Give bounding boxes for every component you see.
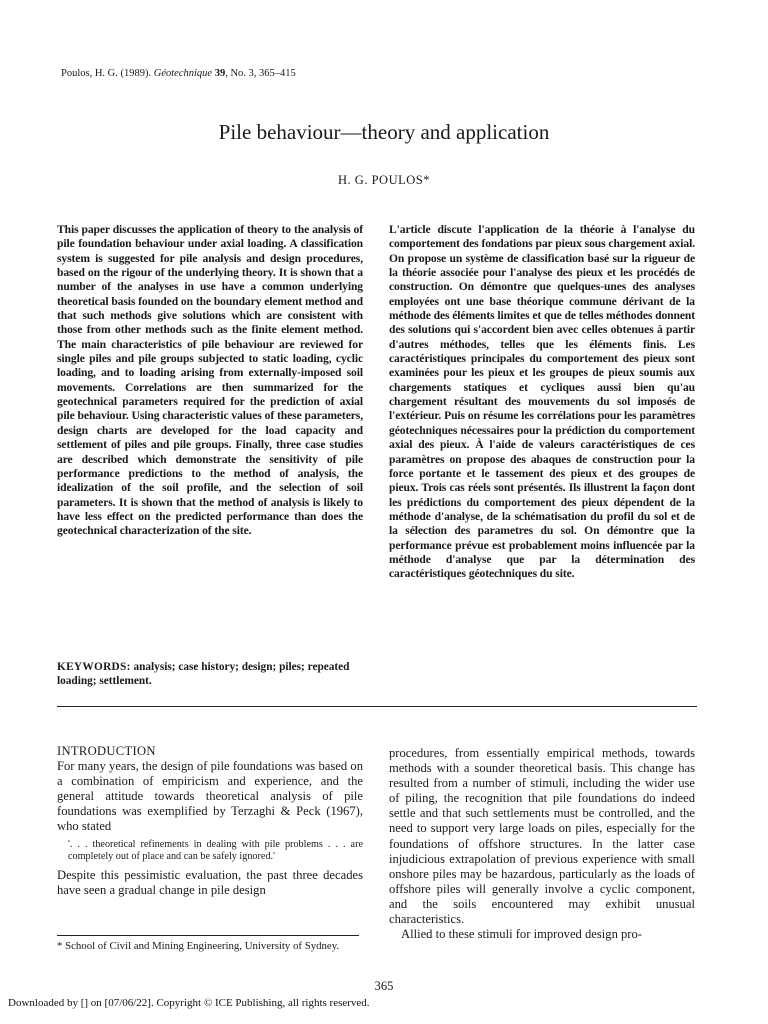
body-column-right	[389, 746, 695, 942]
abstract-french: L'article discute l'application de la théorie à l'analyse du comportement des fondations par pieux sous chargement axial. On propose un système de classification basé sur la rigueur de la théorie associée pour l'analyse des pieux et les procédés de construction. On démontre que quelques-unes des analyses employées ont une base théorique commune dérivant de la méthode des éléments limites et que de telles méthodes donnent des solutions qui s'accordent bien avec celles obtenues à partir d'autres méthodes, telles que les éléments finis. Les caractéristiques principales du comportement des pieux sont examinées pour les pieux et les groupes de pieux soumis aux chargements statiques et cycliques aussi bien qu'au chargement résultant des mouvements du sol imposés de l'extérieur. Puis on résume les corrélations pour les paramètres géotechniques nécessaires pour la prédiction du comportement axial des pieux. À l'aide de valeurs caractéristiques de ces paramètres on propose des abaques de construction pour la force portante et le tassement des pieux et des groupes de pieux. Trois cas réels sont présentés. Ils illustrent la façon dont les prédictions du comportement des pieux dépendent de la méthode d'analyse, de la schématisation du profil du sol et de la sélection des parametres du sol. On démontre que la performance prévue est probablement moins influencée par la méthode d'analyse que par la détermination des caractéristiques géotechniques du site.	[389, 223, 695, 581]
body-column-left	[57, 744, 363, 899]
volume-number: 39	[212, 68, 226, 79]
section-heading: INTRODUCTION	[57, 744, 156, 758]
author-name: H. G. POULOS*	[338, 173, 430, 187]
keywords-text: analysis; case history; design; piles; repeated loading; settlement.	[57, 661, 350, 688]
paper-title: Pile behaviour—theory and application	[218, 120, 550, 144]
intro-paragraph-1: For many years, the design of pile foundations was based on a combination of empiricism and experience, and the general attitude towards theoretical analysis of pile foundations was exemplified by Terzaghi & Peck (1967), who stated	[57, 759, 363, 834]
citation-prefix: Poulos, H. G. (1989).	[61, 68, 154, 79]
intro-paragraph-2: Despite this pessimistic evaluation, the past three decades have seen a gradual change in pile design	[57, 868, 363, 898]
page-number: 365	[374, 979, 394, 993]
keywords-label: KEYWORDS:	[57, 661, 131, 673]
keywords	[57, 660, 363, 688]
author-footnote: * School of Civil and Mining Engineering, University of Sydney.	[57, 940, 340, 952]
citation-line	[61, 68, 296, 79]
block-quote: '. . . theoretical refinements in dealing with pile problems . . . are completely out of place and can be safely ignored.'	[68, 838, 363, 862]
footnote-divider	[57, 935, 359, 936]
journal-name: Géotechnique	[153, 68, 213, 79]
section-divider	[57, 706, 697, 707]
abstract-english: This paper discusses the application of theory to the analysis of pile foundation behaviour under axial loading. A classification system is suggested for pile analysis and design procedures, based on the rigour of the underlying theory. It is shown that a number of the analyses in use have a common underlying theoretical basis founded on the boundary element method and that such methods give solutions which are consistent with those from other methods such as the finite element method. The main characteristics of pile behaviour are reviewed for single piles and pile groups subjected to static loading, cyclic loading, and to loading arising from externally-imposed soil movements. Correlations are then summarized for the geotechnical parameters required for the prediction of axial pile behaviour. Using characteristic values of these parameters, design charts are developed for the load capacity and settlement of piles and pile groups. Finally, three case studies are described which demonstrate the sensitivity of pile performance predictions to the method of analysis, the idealization of the soil profile, and the selection of soil parameters. It is shown that the method of analysis is likely to have less effect on the predicted performance than does the geotechnical characterization of the site.	[57, 223, 363, 538]
citation-rest: , No. 3, 365–415	[225, 68, 296, 79]
download-notice: Downloaded by [] on [07/06/22]. Copyright © ICE Publishing, all rights reserved.	[8, 997, 370, 1009]
intro-paragraph-4: Allied to these stimuli for improved design pro-	[401, 927, 642, 942]
intro-paragraph-3: procedures, from essentially empirical methods, towards methods with a sounder theoretical basis. This change has resulted from a number of stimuli, including the wider use of piling, the recognition that pile foundations do indeed settle and that such settlements must be controlled, and the need to support very large loads on piles, especially for the foundations of offshore structures. In the latter case injudicious extrapolation of previous experience with small onshore piles may be hazardous, particularly as the loads of offshore piles will generally involve a cyclic component, and the soils encountered may exhibit unusual characteristics.	[389, 746, 695, 927]
